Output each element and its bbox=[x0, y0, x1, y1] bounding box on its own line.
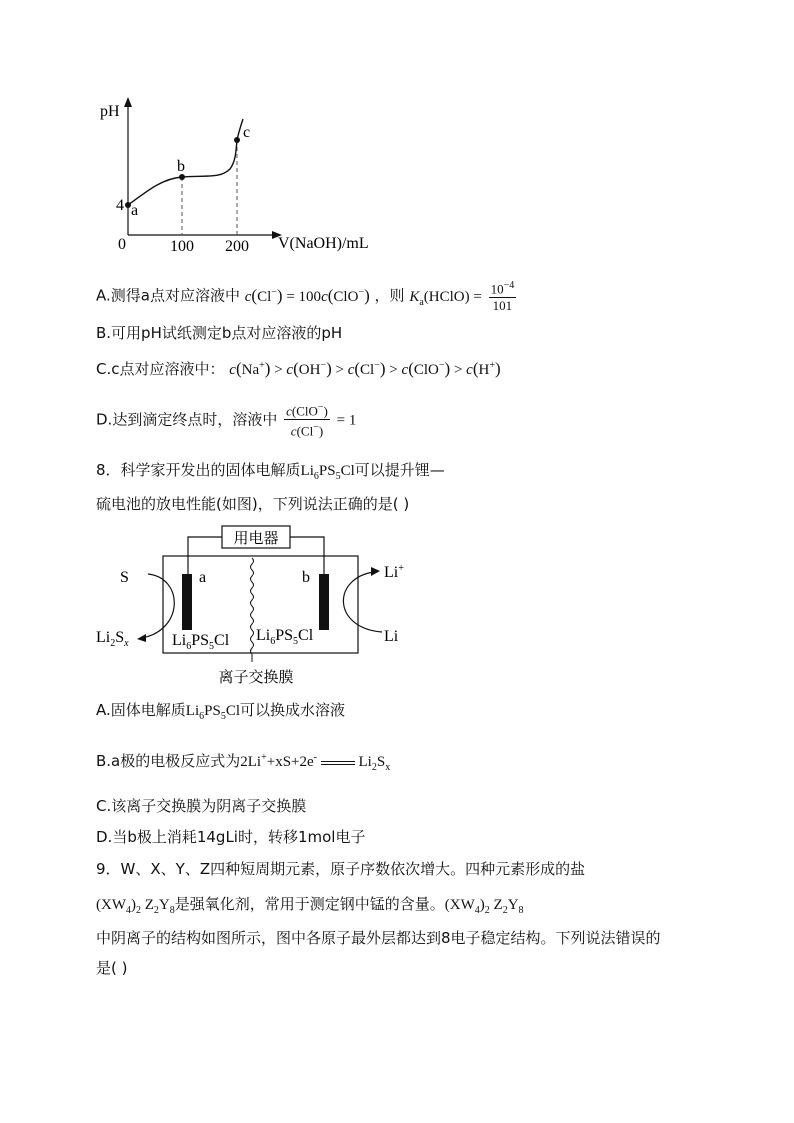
right-arrow-icon bbox=[371, 567, 380, 576]
q9-stem-line1: 9．W、X、Y、Z四种短周期元素，原子序数依次增大。四种元素形成的盐 bbox=[96, 860, 586, 878]
left-arrow-icon bbox=[137, 634, 146, 642]
point-b-label: b bbox=[177, 158, 185, 175]
q8-option-b: B.a极的电极反应式为2Li++xS+2e- $Li_2S_x$ bbox=[96, 752, 391, 773]
right-arc bbox=[343, 572, 382, 632]
q7-option-c: C.c点对应溶液中： c(Na+) > c(OH−) > c(Cl−) > c(ClO−) > c(H+) bbox=[96, 359, 501, 378]
q8-option-d: D.当b极上消耗14gLi时，转移1mol电子 bbox=[96, 828, 366, 846]
left-output-label: $Li_2S_x$ bbox=[96, 629, 129, 649]
electrode-b bbox=[319, 574, 329, 630]
ka-fraction: $\frac{10^{-4}}{101}$ bbox=[490, 280, 515, 314]
y-tick-4: 4 bbox=[116, 197, 124, 214]
right-output-label: Li+ bbox=[384, 563, 404, 581]
electrode-b-label: b bbox=[302, 569, 310, 586]
point-c-label: c bbox=[243, 124, 251, 141]
q9-stem-line4: 是( ) bbox=[96, 959, 128, 977]
electrolyte-right-label: $Li_6PS_5Cl$ bbox=[256, 627, 314, 647]
electrode-a-label: a bbox=[199, 569, 207, 586]
point-a-label: a bbox=[131, 202, 139, 219]
right-input-label: Li bbox=[384, 628, 399, 645]
ratio-fraction: $\frac{c(ClO^-)}{c(Cl^-)}$ bbox=[286, 402, 328, 439]
q7-option-b: B.可用pH试纸测定b点对应溶液的pH bbox=[96, 324, 343, 342]
membrane-label: 离子交换膜 bbox=[218, 668, 294, 686]
titration-curve bbox=[128, 119, 243, 205]
x-tick-200: 200 bbox=[225, 238, 249, 255]
x-axis-label: V(NaOH)/mL bbox=[278, 235, 369, 252]
left-input-label: S bbox=[120, 569, 129, 586]
q9-stem-line2: $(XW_4)_2$ $Z_2Y_8$是强氧化剂，常用于测定钢中锰的含量。$(XW_4)_2$ $Z_2Y_8$ bbox=[96, 895, 524, 916]
origin-label: 0 bbox=[118, 236, 126, 253]
q7-option-d: D.达到滴定终点时，溶液中 $\frac{c(ClO^-)}{c(Cl^-)}$ = 1 bbox=[96, 402, 357, 439]
ion-exchange-membrane bbox=[251, 558, 254, 654]
titration-curve-figure bbox=[100, 95, 370, 255]
q8-stem-line2: 硫电池的放电性能(如图)，下列说法正确的是( ) bbox=[96, 495, 410, 513]
q7-option-a: A.测得a点对应溶液中 c(Cl−) = 100c(ClO−) ，则 $K_a(HClO)$ = $\frac{10^{-4}}{101}$ bbox=[96, 280, 515, 314]
q8-stem-line1: 8．科学家开发出的固体电解质$Li_6PS_5Cl$可以提升锂— bbox=[96, 461, 445, 482]
device-label: 用电器 bbox=[233, 529, 279, 547]
q8-option-a: A.固体电解质$Li_6PS_5Cl$可以换成水溶液 bbox=[96, 701, 346, 722]
electrode-reaction: 2Li++xS+2e- $Li_2S_x$ bbox=[240, 752, 391, 773]
y-axis-label: pH bbox=[100, 103, 120, 120]
battery-figure bbox=[92, 520, 422, 690]
electrode-a bbox=[182, 574, 192, 630]
y-axis-arrow-icon bbox=[124, 97, 132, 107]
q8-option-c: C.该离子交换膜为阴离子交换膜 bbox=[96, 797, 307, 815]
point-c-marker bbox=[234, 137, 240, 143]
left-arc bbox=[142, 574, 174, 638]
q8-formula: $Li_6PS_5Cl$ bbox=[300, 463, 355, 482]
electrolyte-left-label: $Li_6PS_5Cl$ bbox=[172, 632, 230, 652]
q9-stem-line3: 中阴离子的结构如图所示，图中各原子最外层都达到8电子稳定结构。下列说法错误的 bbox=[96, 929, 661, 947]
x-tick-100: 100 bbox=[170, 238, 194, 255]
